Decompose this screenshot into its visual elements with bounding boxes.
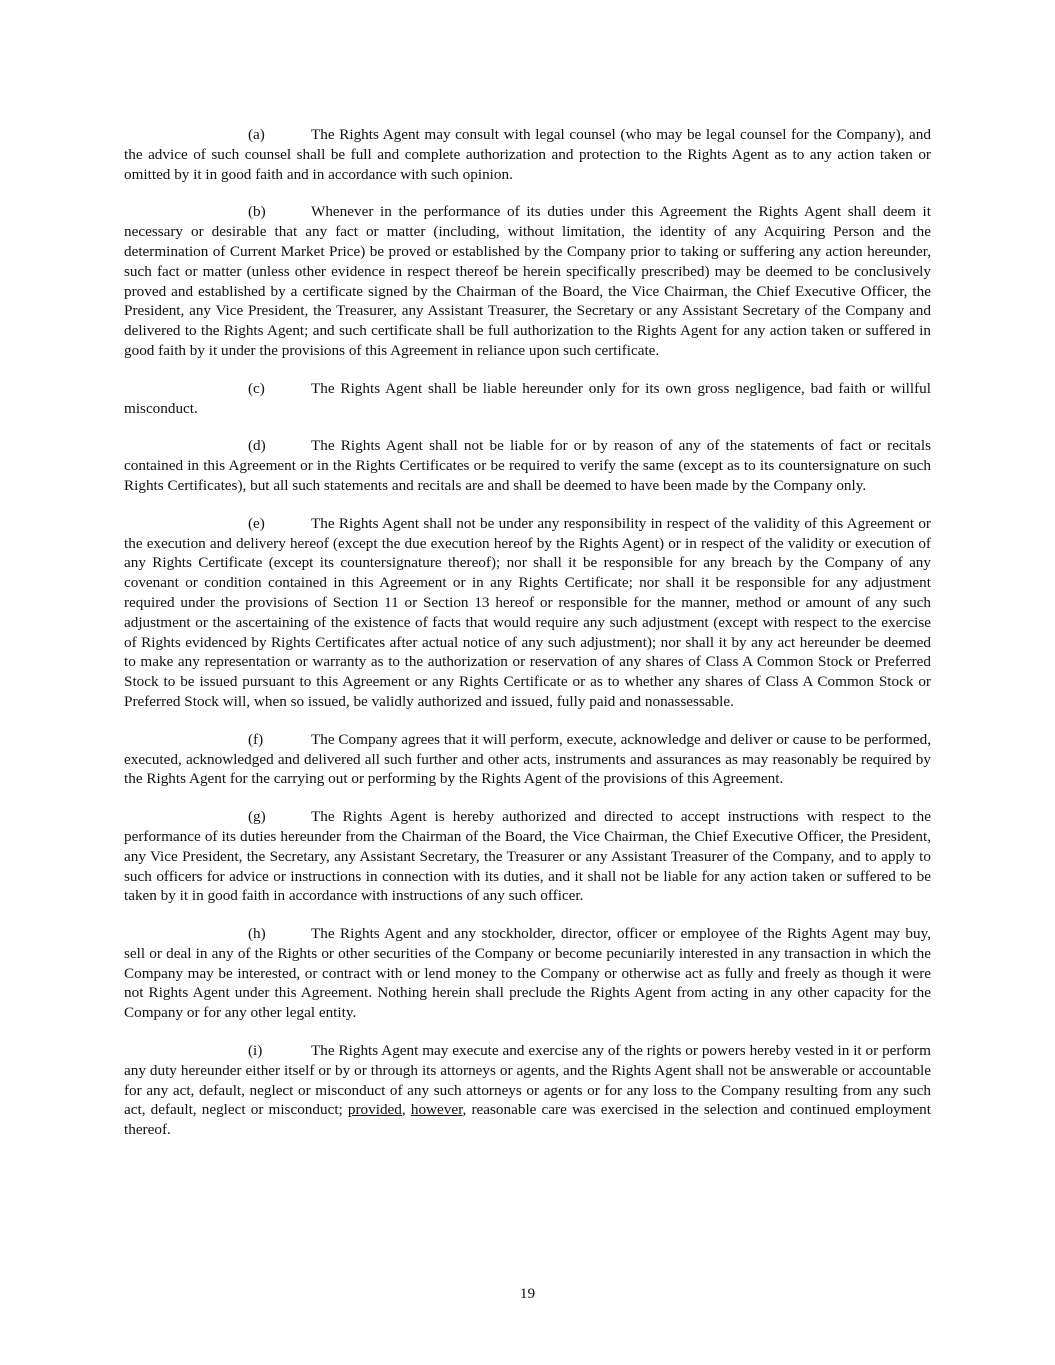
paragraph-marker: (g) — [248, 808, 266, 826]
underlined-provided: provided — [347, 1101, 402, 1119]
paragraph-b — [124, 202, 931, 360]
paragraph-f — [124, 730, 931, 789]
paragraph-text: The Rights Agent may consult with legal counsel (who may be legal counsel for the Company), and the advice of such counsel shall be full and complete authorization and protection to the Rights Agent as to any action taken or omitted by it in good faith and in accordance with such opinion. — [124, 126, 931, 183]
paragraph-marker: (d) — [248, 437, 266, 455]
paragraph-marker: (h) — [248, 925, 266, 943]
paragraph-marker: (f) — [248, 730, 264, 748]
paragraph-marker: (c) — [248, 379, 265, 397]
paragraph-separator: , — [401, 1101, 411, 1119]
page-number: 19 — [519, 1285, 536, 1302]
paragraph-e — [124, 514, 931, 712]
paragraph-marker: (e) — [248, 514, 265, 532]
paragraph-text: The Rights Agent shall be liable hereunder only for its own gross negligence, bad faith or willful misconduct. — [124, 379, 931, 417]
paragraph-text: The Rights Agent may execute and exercise any of the rights or powers hereby vested in it or perform any duty hereunder either itself or by or through its attorneys or agents, and the Rights Agent shall not be answerable or accountable for any act, default, neglect or misconduct of any such attorneys or agents or for any loss to the Company resulting from any such act, default, neglect or misconduct; — [124, 1042, 931, 1119]
paragraph-text: The Rights Agent is hereby authorized and directed to accept instructions with respect to the performance of its duties hereunder from the Chairman of the Board, the Vice Chairman, the Chief Executive Officer, the President, any Vice President, the Secretary, any Assistant Secretary, the Treasurer or any Assistant Treasurer of the Company, and to apply to such officers for advice or instructions in connection with its duties, and it shall not be liable for any action taken or suffered to be taken by it in good faith in accordance with instructions of any such officer. — [124, 808, 931, 905]
paragraph-d — [124, 436, 931, 495]
underlined-however: however — [410, 1101, 463, 1119]
paragraph-text: The Rights Agent shall not be liable for or by reason of any of the statements of fact or recitals contained in this Agreement or in the Rights Certificates or be required to verify the same (except as to its countersignature on such Rights Certificates), but all such statements and recitals are and shall be deemed to have been made by the Company only. — [124, 437, 931, 494]
paragraph-text-end: , reasonable care was exercised in the selection and continued employment thereof. — [124, 1101, 931, 1139]
paragraph-marker: (i) — [248, 1042, 263, 1060]
paragraph-g — [124, 807, 931, 906]
paragraph-marker: (b) — [248, 203, 266, 221]
paragraph-c — [124, 379, 931, 419]
paragraph-text: The Rights Agent and any stockholder, director, officer or employee of the Rights Agent may buy, sell or deal in any of the Rights or other securities of the Company or become pecuniarily interested in any transaction in which the Company may be interested, or contract with or lend money to the Company or otherwise act as fully and freely as though it were not Rights Agent under this Agreement. Nothing herein shall preclude the Rights Agent from acting in any other capacity for the Company or for any other legal entity. — [124, 925, 931, 1022]
paragraph-text: The Rights Agent shall not be under any responsibility in respect of the validity of this Agreement or the execution and delivery hereof (except the due execution hereof by the Rights Agent) or in respect of the validity or execution of any Rights Certificate (except its countersignature thereof); nor shall it be responsible for any breach by the Company of any covenant or condition contained in this Agreement or in any Rights Certificate; nor shall it be responsible for any adjustment required under the provisions of Section 11 or Section 13 hereof or responsible for the manner, method or amount of any such adjustment or the ascertaining of the existence of facts that would require any such adjustment (except with respect to the exercise of Rights evidenced by Rights Certificates after actual notice of any such adjustment); nor shall it by any act hereunder be deemed to make any representation or warranty as to the authorization or reservation of any shares of Class A Common Stock or Preferred Stock to be issued pursuant to this Agreement or any Rights Certificate or as to whether any shares of Class A Common Stock or Preferred Stock will, when so issued, be validly authorized and issued, fully paid and nonassessable. — [124, 514, 931, 710]
paragraph-a — [124, 125, 931, 184]
paragraph-text: Whenever in the performance of its duties under this Agreement the Rights Agent shall deem it necessary or desirable that any fact or matter (including, without limitation, the identity of any Acquiring Person and the determination of Current Market Price) be proved or established by the Company prior to taking or suffering any action hereunder, such fact or matter (unless other evidence in respect thereof be herein specifically prescribed) may be deemed to be conclusively proved and established by a certificate signed by the Chairman of the Board, the Vice Chairman, the Chief Executive Officer, the President, any Vice President, the Treasurer, any Assistant Treasurer, the Secretary or any Assistant Secretary of the Company and delivered to the Rights Agent; and such certificate shall be full authorization to the Rights Agent for any action taken or suffered in good faith by it under the provisions of this Agreement in reliance upon such certificate. — [124, 203, 931, 359]
paragraph-marker: (a) — [248, 126, 265, 143]
document-body — [124, 125, 931, 1158]
paragraph-text: The Company agrees that it will perform, execute, acknowledge and deliver or cause to be performed, executed, acknowledged and delivered all such further and other acts, instruments and assurances as may reasonably be required by the Rights Agent for the carrying out or performing by the Rights Agent of the provisions of this Agreement. — [124, 730, 931, 788]
paragraph-h — [124, 924, 931, 1023]
paragraph-i — [124, 1041, 931, 1140]
